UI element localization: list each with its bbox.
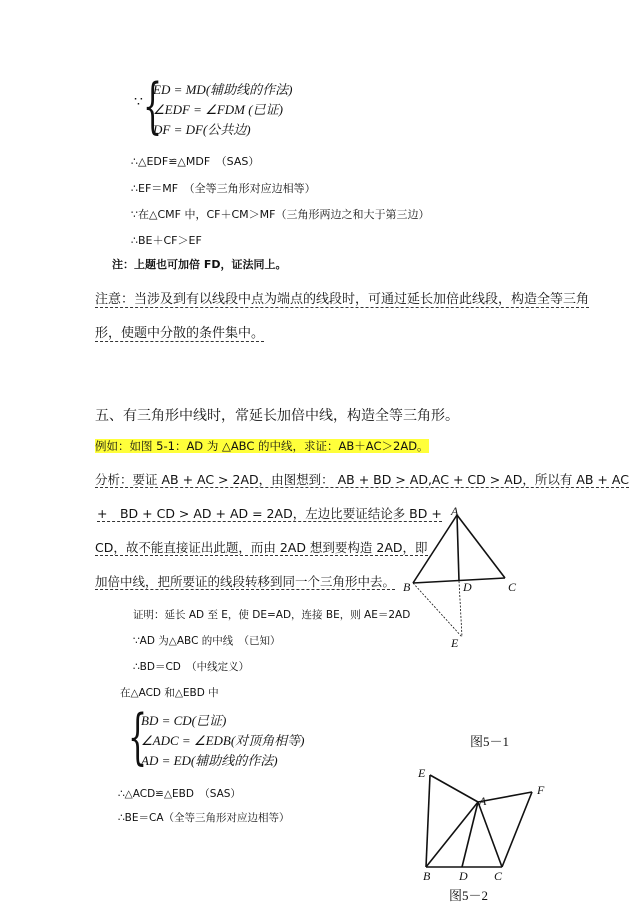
proof1-line-1: ∴△EDF≌△MDF （SAS） (131, 155, 260, 168)
segment-fc (502, 792, 532, 867)
figure-5-2 (410, 765, 550, 880)
fig2-label-e: E (418, 766, 426, 780)
conclusion-line-2: ∴BE＝CA（全等三角形对应边相等） (118, 812, 290, 824)
system-line-3: DF = DF(公共边) (153, 122, 251, 137)
conclusion-line-1: ∴△ACD≌△EBD （SAS） (118, 788, 241, 800)
proof1-line-4: ∴BE＋CF＞EF (131, 234, 202, 247)
because-symbol: ∵ (134, 95, 143, 110)
fig1-label-a: A (451, 504, 459, 518)
proof2-line-2: ∵AD 为△ABC 的中线 （已知） (133, 635, 281, 647)
segment-ac (478, 802, 502, 867)
analysis-line-2: + BD + CD > AD + AD = 2AD，左边比要证结论多 BD + (97, 506, 442, 521)
attention-line-2: 形，使题中分散的条件集中。 (95, 326, 265, 341)
fig2-label-d: D (459, 869, 468, 883)
proof1-line-2: ∴EF＝MF （全等三角形对应边相等） (131, 182, 316, 195)
system2-line-3: AD = ED(辅助线的作法) (141, 753, 278, 768)
section5-example: 例如：如图 5-1：AD 为 △ABC 的中线，求证：AB＋AC＞2AD。 (95, 439, 429, 453)
segment-eb (426, 775, 430, 867)
system2-line-1: BD = CD(已证) (141, 713, 227, 728)
section5-heading: 五、有三角形中线时，常延长加倍中线，构造全等三角形。 (95, 408, 459, 424)
proof2-line-3: ∴BD＝CD （中线定义） (133, 661, 250, 673)
system-line-2: ∠EDF = ∠FDM (已证) (153, 102, 283, 117)
left-brace-2: { (128, 702, 148, 772)
segment-ad (457, 515, 459, 581)
proof1-line-3: ∵在△CMF 中，CF＋CM＞MF（三角形两边之和大于第三边） (131, 208, 430, 221)
segment-de (459, 581, 462, 637)
attention-line-1: 注意：当涉及到有以线段中点为端点的线段时，可通过延长加倍此线段，构造全等三角 (95, 292, 590, 307)
segment-ac (457, 515, 505, 578)
fig1-label-d: D (463, 580, 472, 594)
figure-5-1-caption: 图5－1 (470, 734, 510, 749)
system2-line-2: ∠ADC = ∠EDB(对顶角相等) (141, 733, 305, 748)
fig2-label-b: B (423, 869, 431, 883)
proof1-note: 注：上题也可加倍 FD，证法同上。 (112, 258, 287, 271)
figure-5-2-caption: 图5－2 (449, 888, 489, 903)
fig1-label-e: E (451, 636, 459, 650)
segment-ab (413, 515, 457, 583)
fig2-label-a: A (479, 794, 487, 808)
fig2-label-c: C (494, 869, 503, 883)
analysis-line-3: CD，故不能直接证出此题，而由 2AD 想到要构造 2AD，即 (95, 540, 428, 555)
fig1-label-c: C (508, 580, 517, 594)
left-brace: { (143, 71, 163, 141)
analysis-line-4: 加倍中线，把所要证的线段转移到同一个三角形中去。 (95, 574, 396, 589)
proof2-line-1: 证明：延长 AD 至 E，使 DE=AD，连接 BE，则 AE＝2AD (133, 609, 411, 621)
system-line-1: ED = MD(辅助线的作法) (153, 82, 293, 97)
proof2-line-4: 在△ACD 和△EBD 中 (120, 687, 219, 699)
fig2-label-f: F (537, 783, 545, 797)
segment-be (413, 583, 462, 637)
analysis-line-1: 分析：要证 AB + AC > 2AD，由图想到： AB + BD > AD,AC + CD > AD，所以有 AB + AC (95, 472, 629, 487)
fig1-label-b: B (403, 580, 411, 594)
